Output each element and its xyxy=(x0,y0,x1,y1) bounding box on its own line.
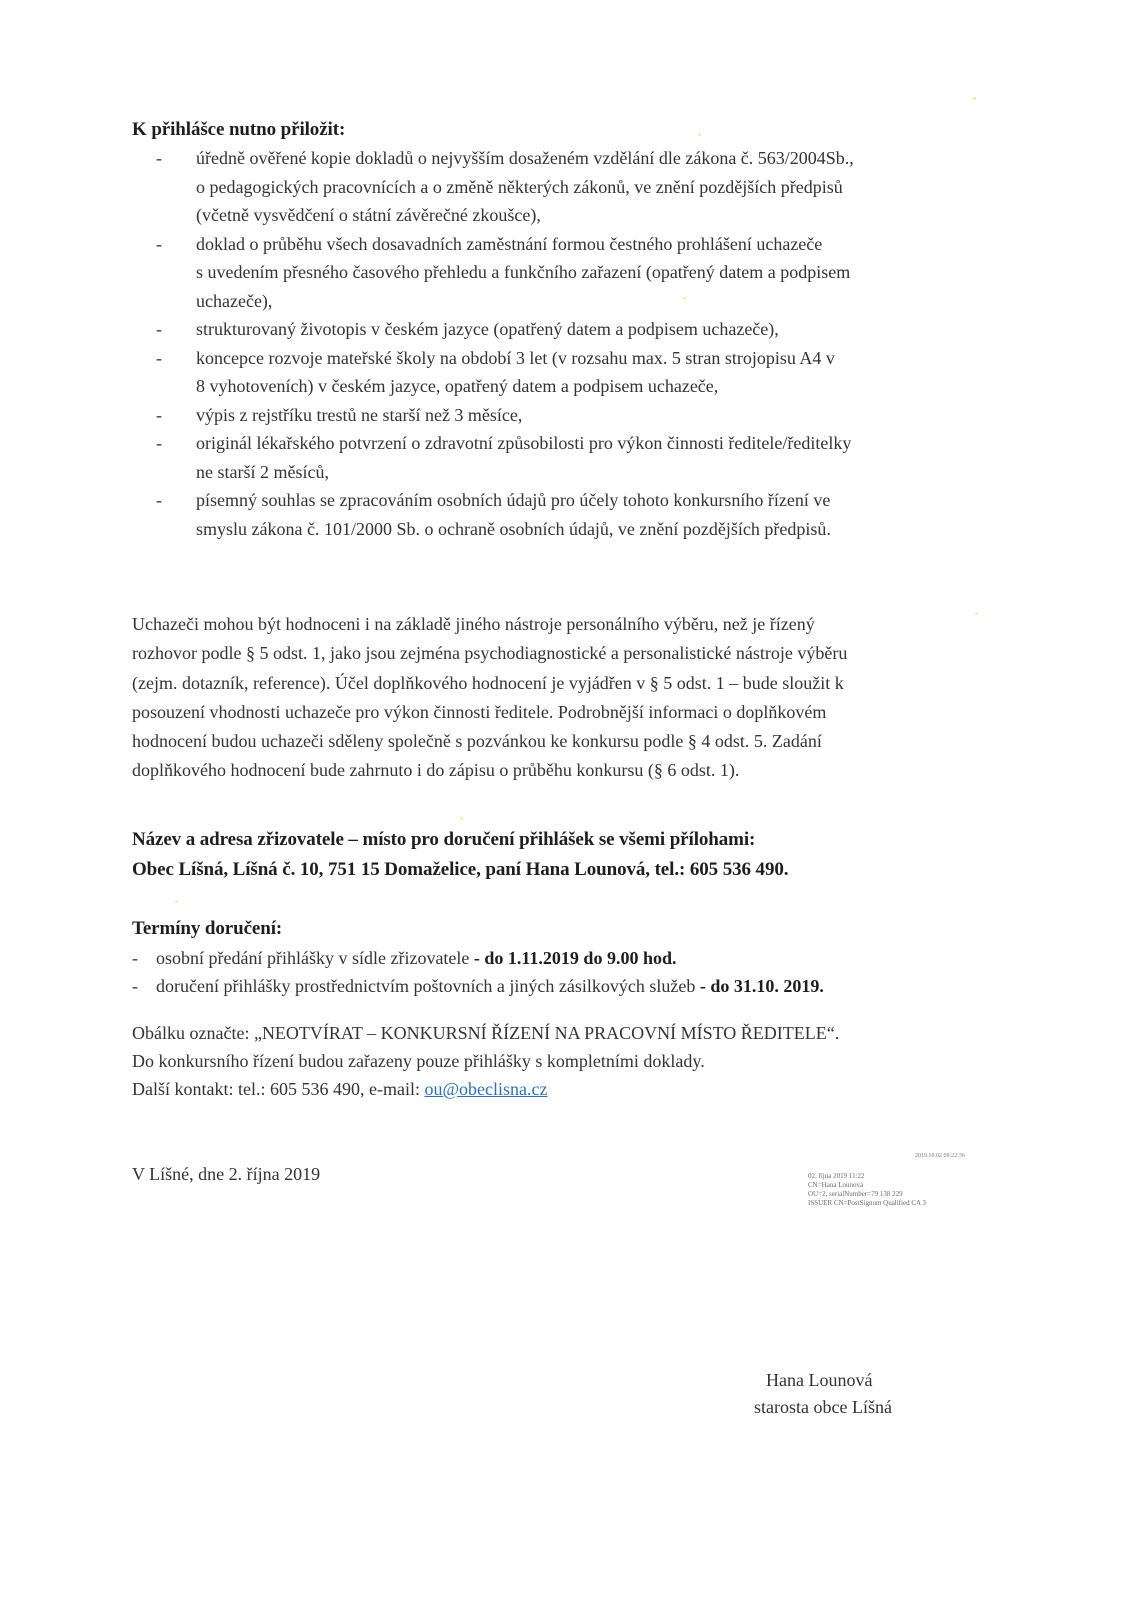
digital-signature-block xyxy=(808,1172,926,1208)
attachments-list xyxy=(132,144,1032,543)
deadline-text: doručení přihlášky prostřednictvím poštovních a jiných zásilkových služeb xyxy=(156,976,700,996)
list-item xyxy=(132,401,1032,430)
envelope-instruction: Obálku označte: „NEOTVÍRAT – KONKURSNÍ ŘÍZENÍ NA PRACOVNÍ MÍSTO ŘEDITELE“. xyxy=(132,1023,840,1043)
bullet-dash: - xyxy=(156,148,162,168)
deadlines-list xyxy=(132,944,824,1000)
signature-line: OU=2, serialNumber=79 138 229 xyxy=(808,1190,903,1198)
list-item xyxy=(132,230,1032,316)
scan-speck xyxy=(683,297,686,300)
founder-address: Obec Líšná, Líšná č. 10, 751 15 Domaželice, paní Hana Lounová, tel.: 605 536 490. xyxy=(132,859,789,880)
attachments-heading: K přihlášce nutno přiložit: xyxy=(132,119,346,140)
deadline-item xyxy=(132,944,824,972)
email-link[interactable]: ou@obeclisna.cz xyxy=(424,1079,548,1099)
scan-speck xyxy=(698,133,701,136)
signature-line: 02. října 2019 11:22 xyxy=(808,1172,865,1180)
paragraph-line: rozhovor podle § 5 odst. 1, jako jsou zejména psychodiagnostické a personalistické nástroje výběru xyxy=(132,643,848,664)
list-item-line: úředně ověřené kopie dokladů o nejvyšším dosaženém vzdělání dle zákona č. 563/2004Sb., xyxy=(196,148,854,168)
list-item-line: smyslu zákona č. 101/2000 Sb. o ochraně osobních údajů, ve znění pozdějších předpisů. xyxy=(196,518,831,539)
list-item-line: s uvedením přesného časového přehledu a funkčního zařazení (opatřený datem a podpisem xyxy=(196,262,851,282)
bullet-dash: - xyxy=(156,404,162,425)
bullet-dash: - xyxy=(132,948,138,968)
paragraph-line: (zejm. dotazník, reference). Účel doplňkového hodnocení je vyjádřen v § 5 odst. 1 – bude sloužit k xyxy=(132,672,844,693)
scan-speck xyxy=(460,817,463,820)
deadline-date: - do 31.10. 2019. xyxy=(699,976,824,996)
list-item-line: (včetně vysvědčení o státní závěrečné zkoušce), xyxy=(196,205,541,225)
paragraph-line: doplňkového hodnocení bude zahrnuto i do zápisu o průběhu konkursu (§ 6 odst. 1). xyxy=(132,760,740,781)
founder-heading: Název a adresa zřizovatele – místo pro doručení přihlášek se všemi přílohami: xyxy=(132,829,756,850)
list-item-line: originál lékařského potvrzení o zdravotní způsobilosti pro výkon činnosti ředitele/ředitelky xyxy=(196,433,852,453)
contact-line xyxy=(132,1075,548,1104)
bullet-dash: - xyxy=(156,233,162,254)
list-item-line: o pedagogických pracovnících a o změně některých zákonů, ve znění pozdějších předpisů xyxy=(196,176,843,197)
signature-timestamp: 2019.10.02 09:22:36 xyxy=(915,1153,965,1159)
signatory-title: starosta obce Líšná xyxy=(754,1397,892,1417)
list-item xyxy=(132,315,1032,344)
signatory-name: Hana Lounová xyxy=(766,1370,873,1390)
list-item-line: ne starší 2 měsíců, xyxy=(196,461,329,482)
scan-speck xyxy=(175,900,178,903)
bullet-dash: - xyxy=(132,976,138,996)
bullet-dash: - xyxy=(156,319,162,339)
deadline-text: osobní předání přihlášky v sídle zřizovatele xyxy=(156,948,474,968)
scan-speck xyxy=(973,97,976,100)
evaluation-paragraph xyxy=(132,610,1012,786)
signature-line: CN=Hana Lounová xyxy=(808,1181,864,1189)
paragraph-line: hodnocení budou uchazeči sděleny společně s pozvánkou ke konkursu podle § 4 odst. 5. Zadání xyxy=(132,731,822,752)
bullet-dash: - xyxy=(156,347,162,368)
completeness-note: Do konkursního řízení budou zařazeny pouze přihlášky s kompletními doklady. xyxy=(132,1051,705,1071)
deadline-item xyxy=(132,972,824,1000)
list-item-line: strukturovaný životopis v českém jazyce (opatřený datem a podpisem uchazeče), xyxy=(196,319,779,339)
bullet-dash: - xyxy=(156,433,162,453)
paragraph-line: posouzení vhodnosti uchazeče pro výkon činnosti ředitele. Podrobnější informaci o doplňkovém xyxy=(132,701,827,722)
list-item-line: uchazeče), xyxy=(196,290,273,311)
list-item-line: 8 vyhotoveních) v českém jazyce, opatřený datem a podpisem uchazeče, xyxy=(196,376,719,396)
signature-line: ISSUER CN=PostSignum Qualified CA 3 xyxy=(808,1199,926,1207)
scan-speck xyxy=(975,612,978,615)
place-date: V Líšné, dne 2. října 2019 xyxy=(132,1164,321,1184)
deadline-date: - do 1.11.2019 do 9.00 hod. xyxy=(473,948,677,968)
list-item-line: koncepce rozvoje mateřské školy na období 3 let (v rozsahu max. 5 stran strojopisu A4 v xyxy=(196,347,835,368)
list-item-line: písemný souhlas se zpracováním osobních údajů pro účely tohoto konkursního řízení ve xyxy=(196,490,831,510)
list-item-line: výpis z rejstříku trestů ne starší než 3 měsíce, xyxy=(196,404,523,425)
list-item xyxy=(132,429,1032,486)
bullet-dash: - xyxy=(156,490,162,510)
list-item xyxy=(132,344,1032,401)
paragraph-line: Uchazeči mohou být hodnoceni i na základě jiného nástroje personálního výběru, než je řízený xyxy=(132,614,815,634)
deadlines-heading: Termíny doručení: xyxy=(132,918,283,939)
list-item xyxy=(132,144,1032,230)
list-item-line: doklad o průběhu všech dosavadních zaměstnání formou čestného prohlášení uchazeče xyxy=(196,233,823,254)
contact-prefix: Další kontakt: tel.: 605 536 490, e-mail: xyxy=(132,1079,425,1099)
list-item xyxy=(132,486,1032,543)
